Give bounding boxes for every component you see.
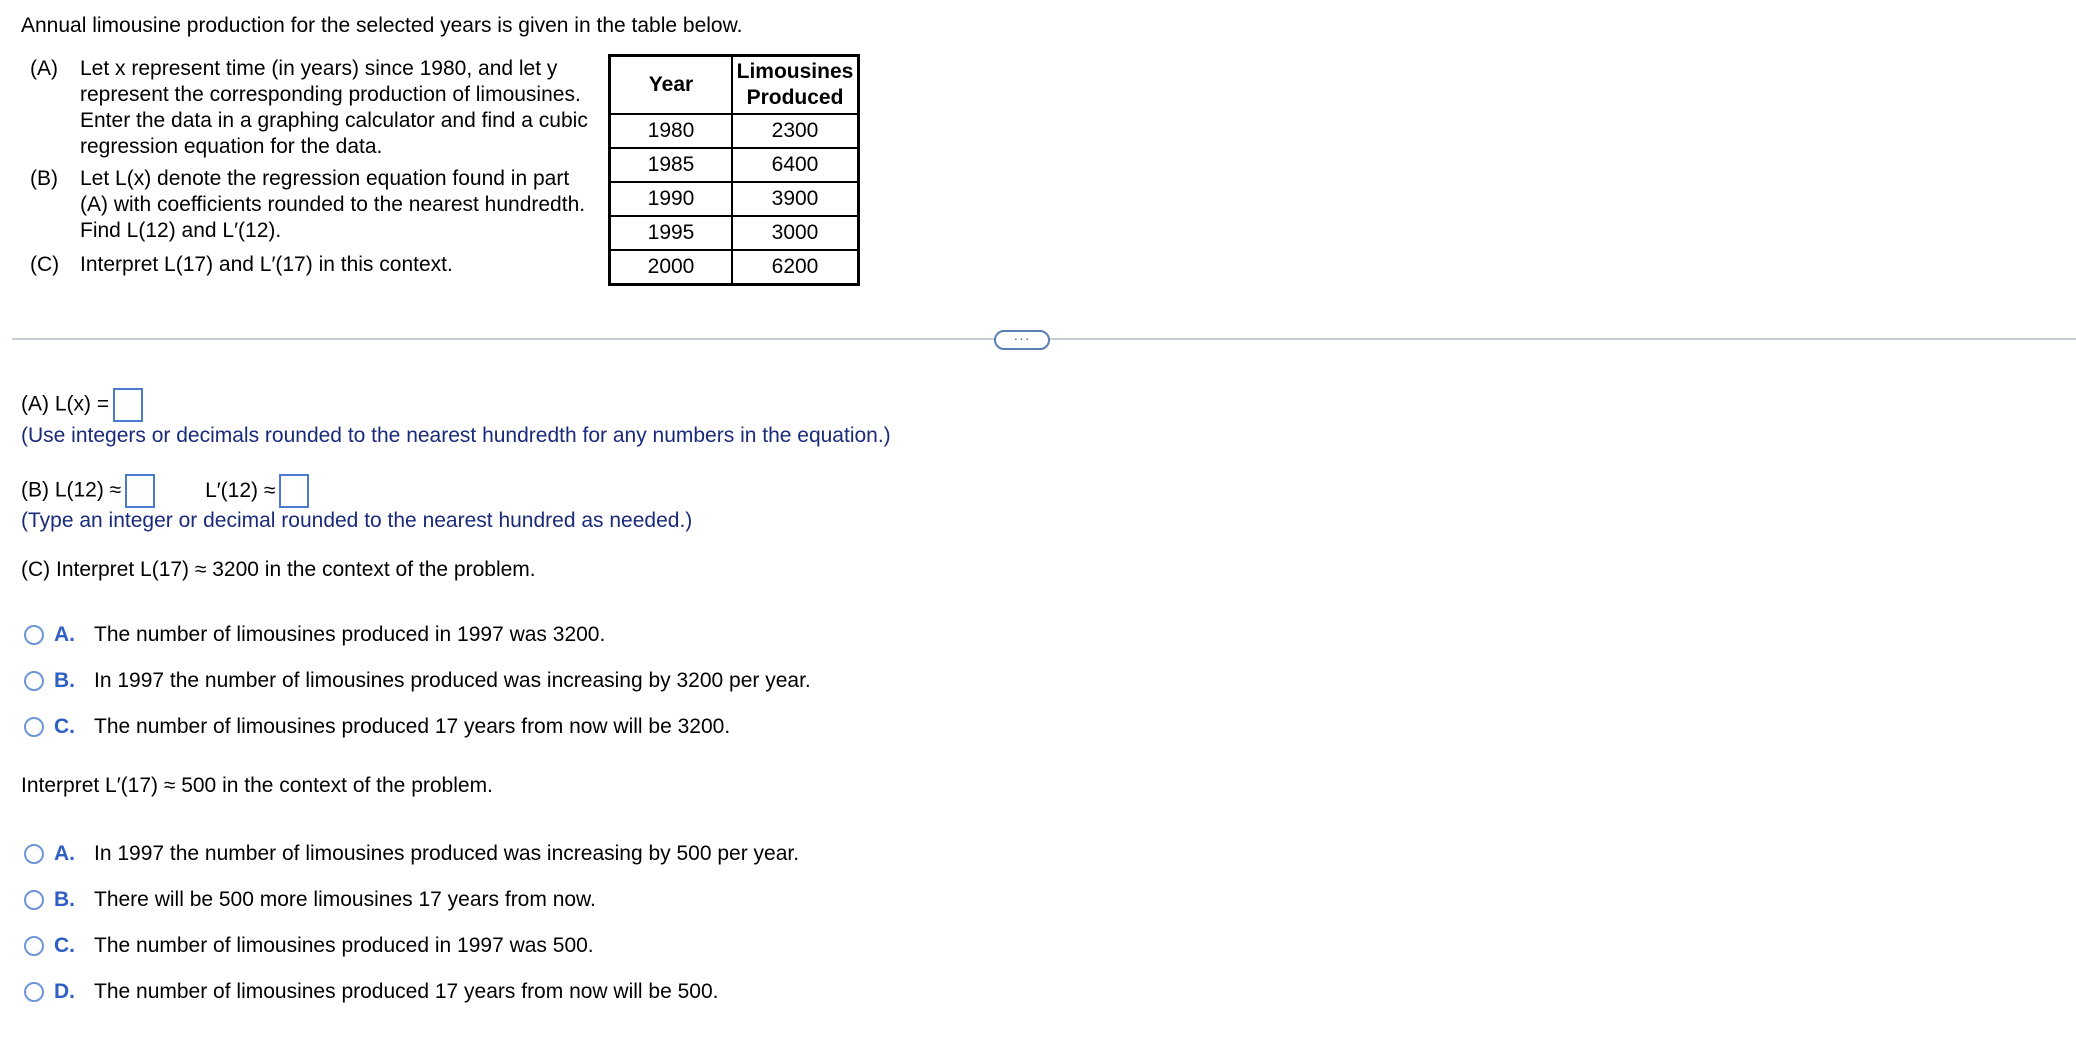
part-label: (C) — [30, 253, 60, 276]
option-letter: C. — [54, 934, 75, 957]
table-header-year: Year — [610, 56, 733, 115]
table-row — [610, 250, 859, 285]
part-text: Let x represent time (in years) since 1980, and let y represent the corresponding production of limousines. Enter the data in a graphing calculator and find a cubic regression equation for the data. — [80, 57, 588, 158]
radio-icon[interactable] — [24, 671, 44, 691]
table-cell-produced: 6400 — [732, 148, 859, 182]
expand-more-button[interactable]: ··· — [994, 330, 1050, 350]
radio-icon[interactable] — [24, 625, 44, 645]
option-c2-b[interactable] — [24, 888, 596, 912]
table-cell-year: 1980 — [610, 114, 733, 148]
option-text: The number of limousines produced 17 years from now will be 500. — [94, 980, 719, 1003]
part-a — [30, 56, 600, 160]
radio-icon[interactable] — [24, 890, 44, 910]
option-text: The number of limousines produced in 1997 was 3200. — [94, 623, 606, 646]
table-row — [610, 114, 859, 148]
problem-parts — [30, 56, 600, 278]
answer-b-row — [21, 474, 309, 508]
answer-b-label-l12: (B) L(12) ≈ — [21, 478, 122, 502]
data-table — [608, 54, 860, 286]
table-cell-produced: 3000 — [732, 216, 859, 250]
option-letter: A. — [54, 623, 75, 646]
table-cell-year: 1990 — [610, 182, 733, 216]
option-text: In 1997 the number of limousines produced was increasing by 3200 per year. — [94, 669, 811, 692]
table-header-row — [610, 56, 859, 115]
option-text: There will be 500 more limousines 17 years from now. — [94, 888, 596, 911]
table-cell-year: 1995 — [610, 216, 733, 250]
part-label: (A) — [30, 57, 58, 80]
option-c1-c[interactable] — [24, 715, 730, 739]
option-letter: C. — [54, 715, 75, 738]
radio-icon[interactable] — [24, 717, 44, 737]
table-header-limousines: Limousines Produced — [732, 56, 859, 115]
option-letter: D. — [54, 980, 75, 1003]
answer-a-row — [21, 388, 143, 422]
option-letter: A. — [54, 842, 75, 865]
option-letter: B. — [54, 888, 75, 911]
option-text: In 1997 the number of limousines produced was increasing by 500 per year. — [94, 842, 800, 865]
option-c1-b[interactable] — [24, 669, 811, 693]
table-row — [610, 182, 859, 216]
radio-icon[interactable] — [24, 844, 44, 864]
table-row — [610, 148, 859, 182]
table-cell-produced: 6200 — [732, 250, 859, 285]
option-letter: B. — [54, 669, 75, 692]
answer-a-input[interactable] — [113, 388, 143, 422]
answer-b-label-lprime12: L′(12) ≈ — [205, 478, 276, 502]
problem-intro: Annual limousine production for the selected years is given in the table below. — [21, 14, 743, 37]
answer-b-lprime12-input[interactable] — [279, 474, 309, 508]
part-text: Interpret L(17) and L′(17) in this context. — [80, 253, 453, 276]
table-cell-produced: 3900 — [732, 182, 859, 216]
option-c1-a[interactable] — [24, 623, 605, 647]
table-cell-year: 1985 — [610, 148, 733, 182]
part-c — [30, 252, 600, 278]
option-text: The number of limousines produced in 1997 was 500. — [94, 934, 594, 957]
option-c2-d[interactable] — [24, 980, 718, 1004]
part-label: (B) — [30, 167, 58, 190]
table-row — [610, 216, 859, 250]
radio-icon[interactable] — [24, 936, 44, 956]
question-c2: Interpret L′(17) ≈ 500 in the context of the problem. — [21, 774, 493, 797]
answer-a-label: (A) L(x) = — [21, 392, 110, 416]
option-c2-c[interactable] — [24, 934, 594, 958]
answer-a-hint: (Use integers or decimals rounded to the nearest hundredth for any numbers in the equation.) — [21, 424, 891, 447]
answer-b-hint: (Type an integer or decimal rounded to the nearest hundred as needed.) — [21, 509, 693, 532]
answer-b-l12-input[interactable] — [125, 474, 155, 508]
part-b — [30, 166, 600, 244]
table-cell-year: 2000 — [610, 250, 733, 285]
option-text: The number of limousines produced 17 years from now will be 3200. — [94, 715, 731, 738]
radio-icon[interactable] — [24, 982, 44, 1002]
question-c1: (C) Interpret L(17) ≈ 3200 in the context of the problem. — [21, 558, 536, 581]
part-text: Let L(x) denote the regression equation found in part (A) with coefficients rounded to the nearest hundredth. Find L(12) and L′(12). — [80, 167, 586, 242]
option-c2-a[interactable] — [24, 842, 799, 866]
table-cell-produced: 2300 — [732, 114, 859, 148]
